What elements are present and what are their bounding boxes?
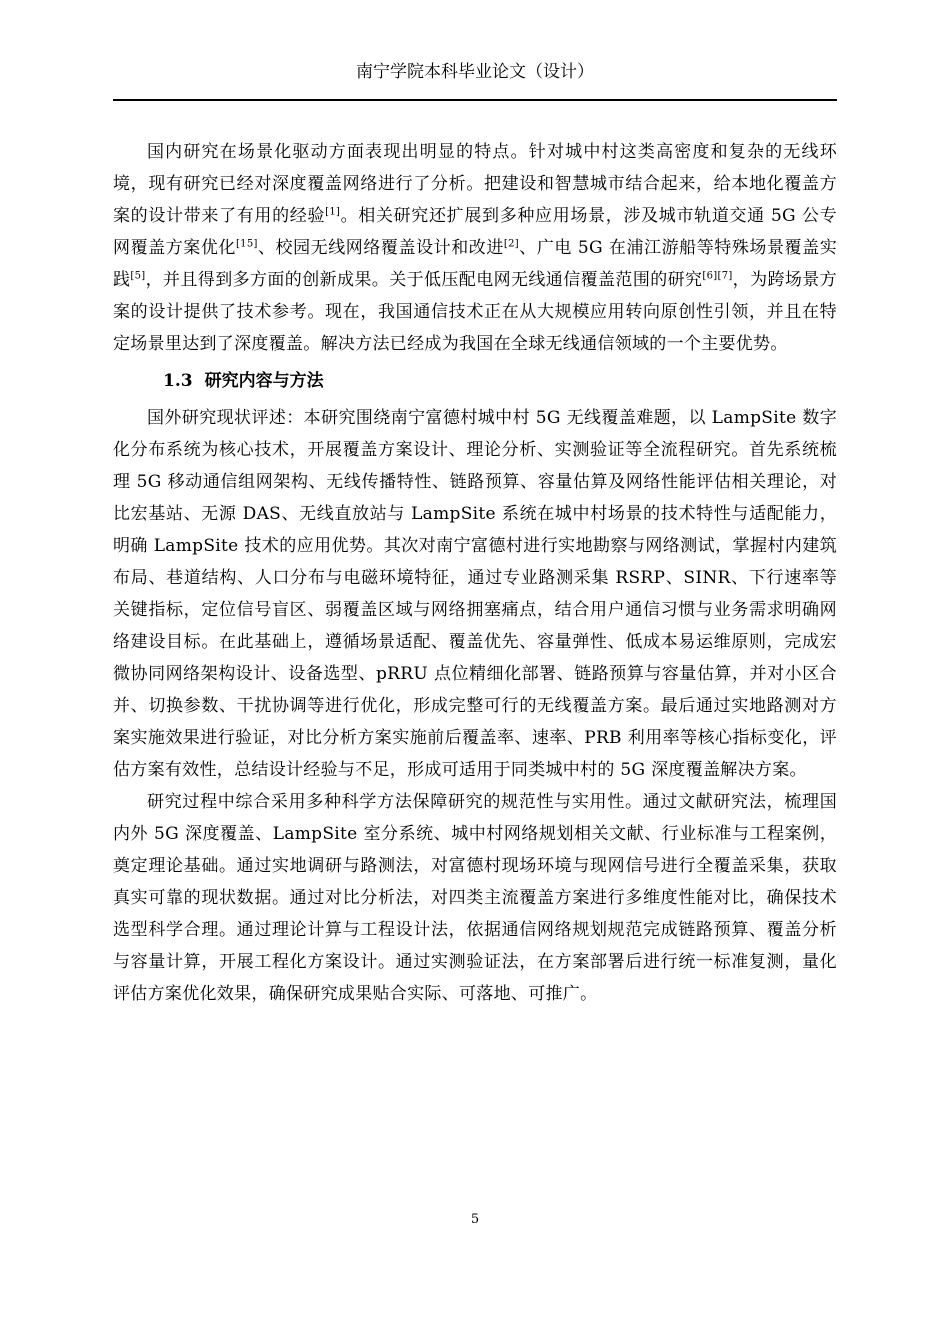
paragraph-text: 国内研究在场景化驱动方面表现出明显的特点。针对城中村这类高密度和复杂的无线环境，现有研究已经对深度覆盖网络进行了分析。把建设和智慧城市结合起来，给本地化覆盖方案的设计带来了有用的经验 bbox=[113, 142, 837, 226]
citation-ref: [2] bbox=[503, 238, 519, 250]
section-title: 研究内容与方法 bbox=[204, 371, 324, 391]
citation-ref: [5] bbox=[130, 270, 146, 282]
paragraph-domestic-research bbox=[113, 136, 837, 360]
header-rule bbox=[113, 99, 837, 101]
citation-ref: [1] bbox=[325, 206, 341, 218]
page-number: 5 bbox=[470, 1212, 480, 1227]
paragraph-text: 、广电 5G 在浦江游船等特殊场景覆盖实践 bbox=[113, 238, 837, 290]
paragraph-text: 。相关研究还扩展到多种应用场景，涉及城市轨道交通 5G 公专网覆盖方案优化 bbox=[113, 206, 837, 258]
paragraph-research-content: 国外研究现状评述：本研究围绕南宁富德村城中村 5G 无线覆盖难题，以 LampSite 数字化分布系统为核心技术，开展覆盖方案设计、理论分析、实测验证等全流程研究。首先系统梳理 5G 移动通信组网架构、无线传播特性、链路预算、容量估算及网络性能评估相关理论，对比宏基站、无源 DAS、无线直放站与 LampSite 系统在城中村场景的技术特性与适配能力，明确 LampSite 技术的应用优势。其次对南宁富德村进行实地勘察与网络测试，掌握村内建筑布局、巷道结构、人口分布与电磁环境特征，通过专业路测采集 RSRP、SINR、下行速率等关键指标，定位信号盲区、弱覆盖区域与网络拥塞痛点，结合用户通信习惯与业务需求明确网络建设目标。在此基础上，遵循场景适配、覆盖优先、容量弹性、低成本易运维原则，完成宏微协同网络架构设计、设备选型、pRRU 点位精细化部署、链路预算与容量估算，并对小区合并、切换参数、干扰协调等进行优化，形成完整可行的无线覆盖方案。最后通过实地路测对方案实施效果进行验证，对比分析方案实施前后覆盖率、速率、PRB 利用率等核心指标变化，评估方案有效性，总结设计经验与不足，形成可适用于同类城中村的 5G 深度覆盖解决方案。 bbox=[113, 408, 837, 780]
body-text bbox=[113, 136, 837, 1010]
citation-ref: [15] bbox=[235, 238, 258, 250]
paragraph-text: ，为跨场景方案的设计提供了技术参考。现在，我国通信技术正在从大规模应用转向原创性引领，并且在特定场景里达到了深度覆盖。解决方法已经成为我国在全球无线通信领域的一个主要优势。 bbox=[113, 270, 837, 354]
citation-ref: [6][7] bbox=[702, 270, 733, 282]
paragraph-text: ，并且得到多方面的创新成果。关于低压配电网无线通信覆盖范围的研究 bbox=[145, 270, 703, 290]
paragraph-research-methods: 研究过程中综合采用多种科学方法保障研究的规范性与实用性。通过文献研究法，梳理国内外 5G 深度覆盖、LampSite 室分系统、城中村网络规划相关文献、行业标准与工程案例，奠定理论基础。通过实地调研与路测法，对富德村现场环境与现网信号进行全覆盖采集，获取真实可靠的现状数据。通过对比分析法，对四类主流覆盖方案进行多维度性能对比，确保技术选型科学合理。通过理论计算与工程设计法，依据通信网络规划规范完成链路预算、覆盖分析与容量计算，开展工程化方案设计。通过实测验证法，在方案部署后进行统一标准复测，量化评估方案优化效果，确保研究成果贴合实际、可落地、可推广。 bbox=[113, 792, 837, 1004]
running-header: 南宁学院本科毕业论文（设计） bbox=[356, 62, 594, 82]
paragraph-text: 、校园无线网络覆盖设计和改进 bbox=[257, 238, 504, 258]
section-heading bbox=[113, 360, 837, 402]
section-number: 1.3 bbox=[163, 371, 193, 391]
